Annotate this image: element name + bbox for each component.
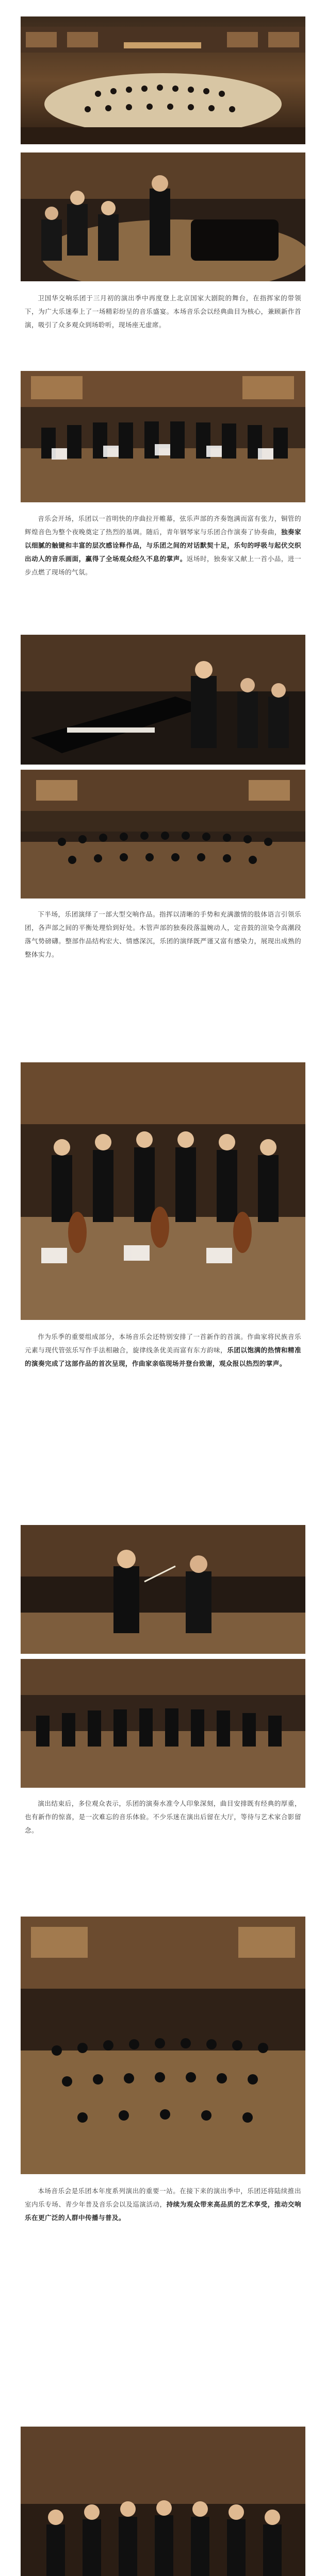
photo-stage-tall-art (21, 2427, 305, 2576)
paragraph-bold-text: 独奏家以细腻的触键和丰富的层次感诠释作品，与乐团之间的对话默契十足，乐句的呼吸与起伏交织出动人的音乐画面，赢得了全场观众经久不息的掌声。 (25, 528, 302, 563)
photo-orchestra-rows-art (21, 371, 305, 502)
photo-stage-tall (21, 2427, 305, 2576)
photo-orchestra-wide-2 (21, 1659, 305, 1788)
paragraph-text: 返场时，独奏家又献上一首小品，进一步点燃了现场的气氛。 (25, 555, 301, 576)
paragraph-text: 下半场，乐团演绎了一部大型交响作品。指挥以清晰的手势和充满激情的肢体语言引领乐团，各声部之间的平衡处理恰到好处。木管声部的独奏段落温婉动人，定音鼓的渲染令高潮段落气势磅礴。整部作品结构宏大、情感深沉，乐团的演绎既严谨又富有感染力，展现出成熟的整体实力。 (25, 910, 301, 958)
photo-conductor-soloist (21, 1525, 305, 1654)
article-paragraph-6 (25, 2184, 301, 2225)
paragraph-text: 作为乐季的重要组成部分，本场音乐会还特别安排了一首新作的首演。作曲家将民族音乐元素与现代管弦乐写作手法相融合，旋律线条优美而富有东方韵味， (25, 1333, 301, 1354)
photo-full-stage (21, 770, 305, 899)
paragraph-text: 音乐会开场，乐团以一首明快的序曲拉开帷幕，弦乐声部的齐奏饱满而富有张力，铜管的辉煌音色为整个夜晚奠定了热烈的基调。随后，青年钢琴家与乐团合作演奏了协奏曲， (25, 515, 301, 536)
photo-orchestra-rows (21, 371, 305, 502)
photo-concert-hall-wide (21, 16, 305, 144)
article-paragraph-3 (25, 908, 301, 961)
photo-soloist-and-conductor-art (21, 152, 305, 281)
article-paragraph-1 (25, 292, 301, 332)
paragraph-text: 演出结束后，多位观众表示，乐团的演奏水准令人印象深刻，曲目安排既有经典的厚重，也有新作的惊喜，是一次难忘的音乐体验。不少乐迷在演出后留在大厅，等待与艺术家合影留念。 (25, 1800, 301, 1834)
photo-pianist-art (21, 635, 305, 765)
photo-string-section (21, 1062, 305, 1320)
article-paragraph-5 (25, 1797, 301, 1837)
photo-concert-hall-wide-art (21, 16, 305, 144)
article-paragraph-2 (25, 512, 301, 579)
paragraph-text: 卫国华交响乐团于三月初的演出季中再度登上北京国家大剧院的舞台，在指挥家的带领下，为广大乐迷奉上了一场精彩纷呈的音乐盛宴。本场音乐会以经典曲目为核心，兼顾新作首演，吸引了众多观众到场聆听，现场座无虚席。 (25, 294, 301, 329)
article-paragraph-4 (25, 1330, 301, 1370)
photo-orchestra-tall (21, 1917, 305, 2174)
photo-full-stage-art (21, 770, 305, 899)
paragraph-bold-text: 乐团以饱满的热情和精准的演奏完成了这部作品的首次呈现，作曲家亲临现场并登台致谢，观众报以热烈的掌声。 (25, 1346, 301, 1367)
photo-string-section-art (21, 1062, 305, 1320)
paragraph-bold-text: 持续为观众带来高品质的艺术享受，推动交响乐在更广泛的人群中传播与普及。 (25, 2200, 301, 2222)
photo-soloist-and-conductor (21, 152, 305, 281)
paragraph-text: 本场音乐会是乐团本年度系列演出的重要一站。在接下来的演出季中，乐团还将陆续推出室内乐专场、青少年普及音乐会以及巡演活动， (25, 2187, 301, 2208)
photo-orchestra-wide-2-art (21, 1659, 305, 1788)
photo-orchestra-tall-art (21, 1917, 305, 2174)
photo-pianist (21, 635, 305, 765)
photo-conductor-soloist-art (21, 1525, 305, 1654)
